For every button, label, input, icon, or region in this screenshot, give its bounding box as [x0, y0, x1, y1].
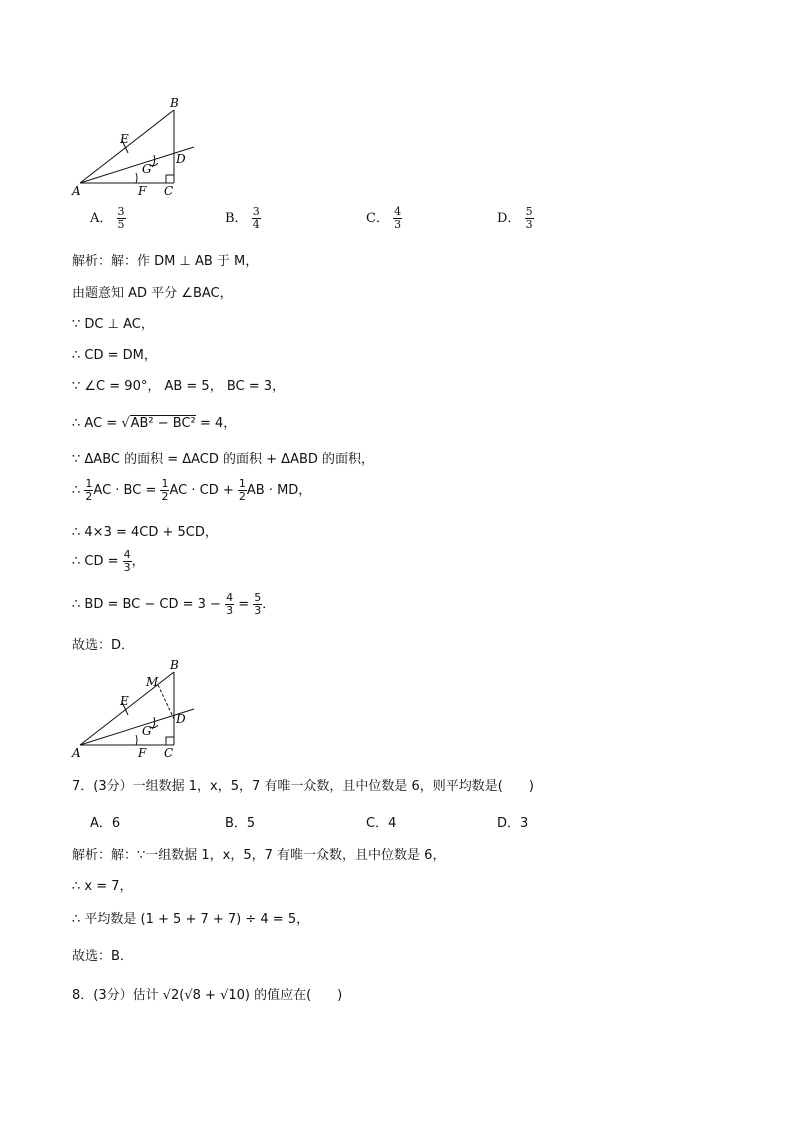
sol6-line-2: 由题意知 AD 平分 ∠BAC， [72, 286, 233, 301]
sol6-line-1: 解析：解：作 DM ⊥ AB 于 M， [72, 254, 259, 269]
sol6-answer: 故选：D． [72, 638, 135, 653]
sol6-line-10: ∴ CD = $\frac{4}{3}$ ， [72, 548, 145, 574]
triangle-figure-1 [70, 95, 210, 200]
sol6-line-3: ∵ DC ⊥ AC， [72, 317, 154, 332]
sol6-line-8: ∴ $\frac{1}{2}$ AC · BC = $\frac{1}{2}$ AC · CD + $\frac{1}{2}$ AB · MD， [72, 477, 312, 503]
q7-stem: 7．(3分）一组数据 1，x，5，7 有唯一众数，且中位数是 6，则平均数是( ) [72, 779, 534, 794]
option-a[interactable]: A． $\frac{3}{5}$ [90, 205, 125, 231]
sol7-answer: 故选：B． [72, 949, 133, 964]
q7-option-b[interactable]: B．5 [225, 816, 256, 831]
q8-stem: 8．(3分）估计 √2(√8 + √10) 的值应在( ) [72, 988, 343, 1003]
sol6-line-7: ∵ ΔABC 的面积 = ΔACD 的面积 + ΔABD 的面积， [72, 452, 375, 467]
fig2-label-c: C [164, 746, 174, 760]
option-b[interactable]: B． $\frac{3}{4}$ [225, 205, 260, 231]
sol7-line-3: ∴ 平均数是 (1 + 5 + 7 + 7) ÷ 4 = 5， [72, 912, 310, 927]
fig1-label-d: D [176, 152, 186, 166]
fig2-label-e: E [120, 694, 129, 708]
triangle-figure-2 [70, 655, 210, 760]
fig1-label-c: C [164, 184, 174, 198]
fig2-label-f: F [138, 746, 147, 760]
fig2-label-g: G [142, 724, 152, 738]
sol7-line-1: 解析：解：∵一组数据 1，x，5，7 有唯一众数，且中位数是 6， [72, 848, 446, 863]
sol6-line-5: ∵ ∠C = 90°， AB = 5， BC = 3， [72, 379, 286, 394]
q7-option-c[interactable]: C．4 [366, 816, 397, 831]
q7-option-a[interactable]: A．6 [90, 816, 121, 831]
option-d[interactable]: D． $\frac{5}{3}$ [497, 205, 533, 231]
sol6-line-11: ∴ BD = BC − CD = 3 − $\frac{4}{3}$ = $\frac{5}{3}$ ． [72, 591, 276, 617]
sol6-line-6: ∴ AC = √AB² − BC² = 4， [72, 416, 237, 431]
fig1-label-a: A [72, 184, 81, 198]
fig2-label-b: B [170, 658, 179, 672]
fig2-label-a: A [72, 746, 81, 760]
sol7-line-2: ∴ x = 7， [72, 879, 133, 894]
fig2-label-m: M [146, 675, 159, 689]
fig1-label-b: B [170, 96, 179, 110]
option-c[interactable]: C． $\frac{4}{3}$ [366, 205, 402, 231]
q7-option-d[interactable]: D．3 [497, 816, 529, 831]
sol6-line-4: ∴ CD = DM， [72, 348, 157, 363]
sol6-line-9: ∴ 4×3 = 4CD + 5CD， [72, 525, 218, 540]
fig1-label-f: F [138, 184, 147, 198]
fig1-label-e: E [120, 132, 129, 146]
fig2-label-d: D [176, 712, 186, 726]
fig1-label-g: G [142, 162, 152, 176]
